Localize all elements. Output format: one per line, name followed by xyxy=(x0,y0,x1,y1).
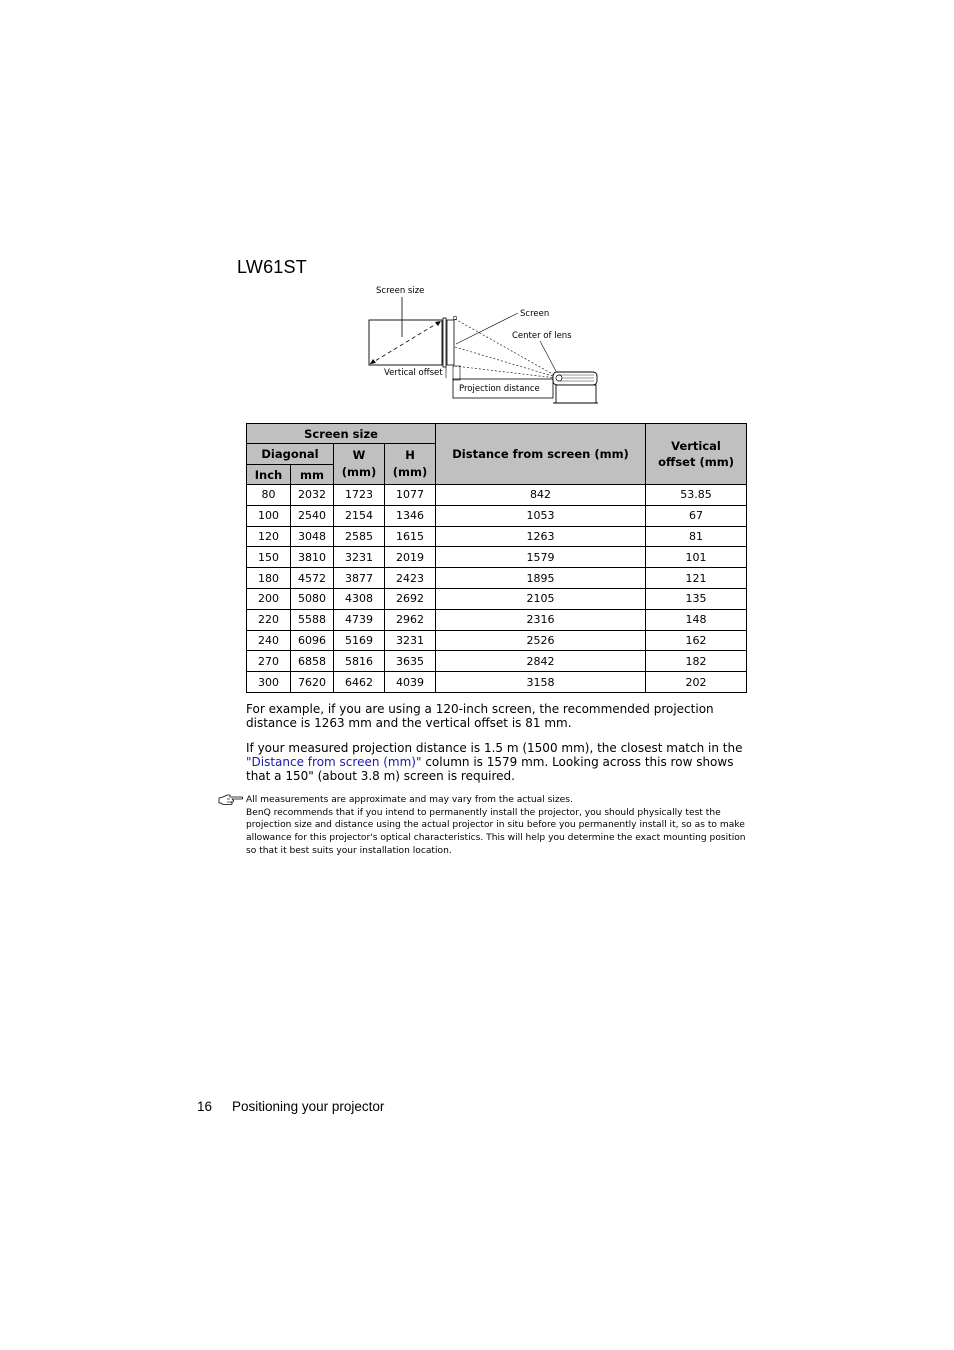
cell-distance: 1263 xyxy=(436,526,646,547)
cell-w: 2585 xyxy=(334,526,385,547)
distance-paragraph-text-before: If your measured projection distance is 1.5 m (1500 mm), the closest match in the xyxy=(246,741,743,755)
cell-inch: 270 xyxy=(247,651,291,672)
cell-vertical-offset: 148 xyxy=(646,609,747,630)
cell-distance: 1579 xyxy=(436,547,646,568)
cell-inch: 180 xyxy=(247,568,291,589)
header-h-label: H xyxy=(405,448,415,462)
cell-vertical-offset: 101 xyxy=(646,547,747,568)
vertical-offset-bracket xyxy=(453,366,460,380)
table-body xyxy=(247,485,747,693)
cell-h: 2692 xyxy=(385,588,436,609)
diagonal-arrowhead-bottom xyxy=(370,359,376,364)
cell-w: 2154 xyxy=(334,505,385,526)
screen-leader xyxy=(456,313,518,344)
beam-center xyxy=(455,347,556,377)
cell-mm: 2540 xyxy=(291,505,334,526)
note-line-2: BenQ recommends that if you intend to permanently install the projector, you should physically test the projection size and distance using the actual projector in situ before you permanently install it, so as to make allowance for this projector's optical characteristics. This will help you determine the exact mounting position so that it best suits your installation location. xyxy=(246,807,746,856)
distance-paragraph-text-after: column is 1579 mm. Looking across this row shows that a 150" (about 3.8 m) screen is required. xyxy=(246,755,734,783)
cell-inch: 300 xyxy=(247,672,291,693)
beam-bottom xyxy=(455,366,556,378)
table-row xyxy=(247,485,747,506)
cell-w: 3877 xyxy=(334,568,385,589)
header-vertical-offset: Vertical offset (mm) xyxy=(646,424,747,485)
header-h-unit: (mm) xyxy=(392,465,428,479)
screen-side-frame xyxy=(447,320,454,365)
projection-diagram xyxy=(360,282,600,407)
cell-inch: 240 xyxy=(247,630,291,651)
cell-vertical-offset: 81 xyxy=(646,526,747,547)
note-box xyxy=(246,794,748,858)
cell-w: 5816 xyxy=(334,651,385,672)
header-mm: mm xyxy=(291,465,334,485)
cell-inch: 220 xyxy=(247,609,291,630)
cell-inch: 80 xyxy=(247,485,291,506)
diagonal-arrowhead-top xyxy=(435,321,441,326)
table-row xyxy=(247,505,747,526)
header-diagonal: Diagonal xyxy=(247,444,334,465)
header-w-unit: (mm) xyxy=(341,465,377,479)
diagram-label-screen-size: Screen size xyxy=(376,286,425,296)
cell-mm: 3810 xyxy=(291,547,334,568)
cell-mm: 2032 xyxy=(291,485,334,506)
cell-distance: 2842 xyxy=(436,651,646,672)
cell-vertical-offset: 53.85 xyxy=(646,485,747,506)
header-screen-size: Screen size xyxy=(247,424,436,444)
cell-vertical-offset: 202 xyxy=(646,672,747,693)
distance-column-link[interactable]: "Distance from screen (mm)" xyxy=(246,755,422,769)
cell-vertical-offset: 121 xyxy=(646,568,747,589)
table-row xyxy=(247,568,747,589)
cell-mm: 4572 xyxy=(291,568,334,589)
lens-leader xyxy=(540,341,558,375)
header-w-label: W xyxy=(352,448,366,462)
footer-section-title: Positioning your projector xyxy=(232,1099,385,1114)
cell-h: 2019 xyxy=(385,547,436,568)
cell-distance: 1895 xyxy=(436,568,646,589)
example-paragraph: For example, if you are using a 120-inch screen, the recommended projection distance is 1263 mm and the vertical offset is 81 mm. xyxy=(246,702,714,730)
cell-inch: 150 xyxy=(247,547,291,568)
cell-h: 1615 xyxy=(385,526,436,547)
cell-w: 4308 xyxy=(334,588,385,609)
table-row xyxy=(247,630,747,651)
table-row xyxy=(247,526,747,547)
header-distance: Distance from screen (mm) xyxy=(436,424,646,485)
cell-distance: 2316 xyxy=(436,609,646,630)
cell-w: 3231 xyxy=(334,547,385,568)
distance-paragraph xyxy=(246,741,746,783)
cell-distance: 2526 xyxy=(436,630,646,651)
cell-mm: 7620 xyxy=(291,672,334,693)
header-h xyxy=(385,444,436,485)
diagram-label-center-of-lens: Center of lens xyxy=(512,331,572,341)
table-row xyxy=(247,547,747,568)
cell-inch: 100 xyxy=(247,505,291,526)
table-row xyxy=(247,672,747,693)
cell-vertical-offset: 182 xyxy=(646,651,747,672)
screen-side-view xyxy=(443,318,446,367)
cell-w: 6462 xyxy=(334,672,385,693)
cell-distance: 2105 xyxy=(436,588,646,609)
diagram-label-projection-distance: Projection distance xyxy=(459,384,540,394)
cell-distance: 3158 xyxy=(436,672,646,693)
cell-h: 1346 xyxy=(385,505,436,526)
diagram-label-screen: Screen xyxy=(520,309,550,319)
cell-h: 3231 xyxy=(385,630,436,651)
cell-inch: 200 xyxy=(247,588,291,609)
diagram-label-vertical-offset: Vertical offset xyxy=(384,368,443,378)
model-title: LW61ST xyxy=(237,257,307,277)
beam-top xyxy=(455,319,556,376)
cell-mm: 5080 xyxy=(291,588,334,609)
table-row xyxy=(247,609,747,630)
cell-vertical-offset: 67 xyxy=(646,505,747,526)
cell-mm: 3048 xyxy=(291,526,334,547)
page-number: 16 xyxy=(197,1099,213,1114)
cell-h: 4039 xyxy=(385,672,436,693)
cell-h: 1077 xyxy=(385,485,436,506)
cell-mm: 5588 xyxy=(291,609,334,630)
cell-vertical-offset: 162 xyxy=(646,630,747,651)
cell-inch: 120 xyxy=(247,526,291,547)
cell-distance: 1053 xyxy=(436,505,646,526)
page-footer xyxy=(197,1099,384,1114)
cell-w: 4739 xyxy=(334,609,385,630)
projector-icon xyxy=(553,372,598,403)
cell-w: 5169 xyxy=(334,630,385,651)
cell-h: 3635 xyxy=(385,651,436,672)
projection-table xyxy=(246,423,747,693)
table-row xyxy=(247,651,747,672)
cell-mm: 6858 xyxy=(291,651,334,672)
cell-mm: 6096 xyxy=(291,630,334,651)
screen-diagonal xyxy=(370,321,441,364)
cell-w: 1723 xyxy=(334,485,385,506)
note-line-1: All measurements are approximate and may vary from the actual sizes. xyxy=(246,795,573,805)
header-w xyxy=(334,444,385,485)
cell-h: 2962 xyxy=(385,609,436,630)
header-inch: Inch xyxy=(247,465,291,485)
cell-vertical-offset: 135 xyxy=(646,588,747,609)
table-row xyxy=(247,588,747,609)
pointing-hand-icon xyxy=(218,793,244,807)
cell-distance: 842 xyxy=(436,485,646,506)
cell-h: 2423 xyxy=(385,568,436,589)
